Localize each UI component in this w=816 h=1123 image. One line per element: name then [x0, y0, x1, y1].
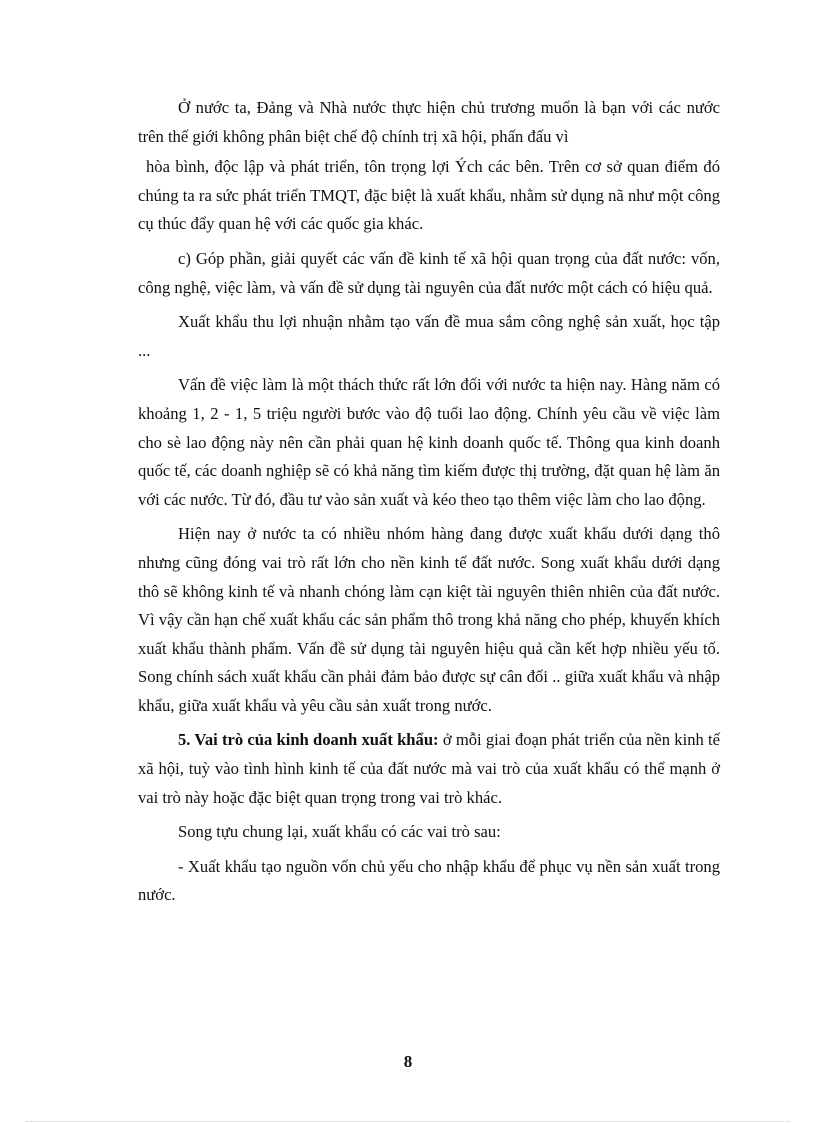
- page-bottom-divider: [26, 1121, 790, 1122]
- paragraph-7: Song tựu chung lại, xuất khẩu có các vai trò sau:: [178, 822, 501, 842]
- body-text: [138, 94, 720, 916]
- page-number: 8: [403, 1052, 413, 1071]
- paragraph-8: - Xuất khẩu tạo nguồn vốn chủ yếu cho nhập khẩu để phục vụ nền sản xuất trong nước.: [138, 856, 720, 905]
- paragraph-1a: Ở nước ta, Đảng và Nhà nước thực hiện chủ trương muốn là bạn với các nước trên thế giới không phân biệt chế độ chính trị xã hội, phấn đấu vì: [138, 98, 720, 146]
- section-heading-text: ở mỗi giai đoạn phát triển của nền kinh tế xã hội, tuỳ vào tình hình kinh tế của đất nước mà vai trò của xuất khẩu có thể mạnh ở vai trò này hoặc đặc biệt quan trọng trong vai trò khác.: [138, 730, 720, 807]
- paragraph-6: [138, 726, 720, 812]
- paragraph-5: Hiện nay ở nước ta có nhiều nhóm hàng đang được xuất khẩu dưới dạng thô nhưng cũng đóng vai trò rất lớn cho nền kinh tế đất nước. Song xuất khẩu dưới dạng thô sẽ không kinh tế và nhanh chóng làm cạn kiệt tài nguyên thiên nhiên của đất nước. Vì vậy cần hạn chế xuất khẩu các sản phẩm thô trong khả năng cho phép, khuyến khích xuất khẩu thành phẩm. Vấn đề sử dụng tài nguyên hiệu quả cần kết hợp nhiều yếu tố. Song chính sách xuất khẩu cần phải đảm bảo được sự cân đối .. giữa xuất khẩu và nhập khẩu, giữa xuất khẩu và yêu cầu sản xuất trong nước.: [138, 524, 720, 715]
- paragraph-3: Xuất khẩu thu lợi nhuận nhằm tạo vấn đề mua sắm công nghệ sản xuất, học tập ...: [138, 312, 720, 360]
- paragraph-4: Vấn đề việc làm là một thách thức rất lớn đối với nước ta hiện nay. Hàng năm có khoảng 1, 2 - 1, 5 triệu người bước vào độ tuổi lao động. Chính yêu cầu về việc làm cho sè lao động này nên cần phải quan hệ kinh doanh quốc tế. Thông qua kinh doanh quốc tế, các doanh nghiệp sẽ có khả năng tìm kiếm được thị trường, đặt quan hệ làm ăn với các nước. Từ đó, đầu tư vào sản xuất và kéo theo tạo thêm việc làm cho lao động.: [138, 375, 720, 509]
- section-heading: 5. Vai trò của kinh doanh xuất khẩu:: [178, 730, 439, 750]
- paragraph-1b: hòa bình, độc lập và phát triển, tôn trọng lợi Ých các bên. Trên cơ sở quan điểm đó chúng ta ra sức phát triển TMQT, đặc biệt là xuất khẩu, nhằm sử dụng nã như một công cụ thúc đẩy quan hệ với các quốc gia khác.: [138, 157, 720, 234]
- paragraph-2: c) Góp phần, giải quyết các vấn đề kinh tế xã hội quan trọng của đất nước: vốn, công nghệ, việc làm, và vấn đề sử dụng tài nguyên của đất nước một cách có hiệu quả.: [138, 248, 720, 297]
